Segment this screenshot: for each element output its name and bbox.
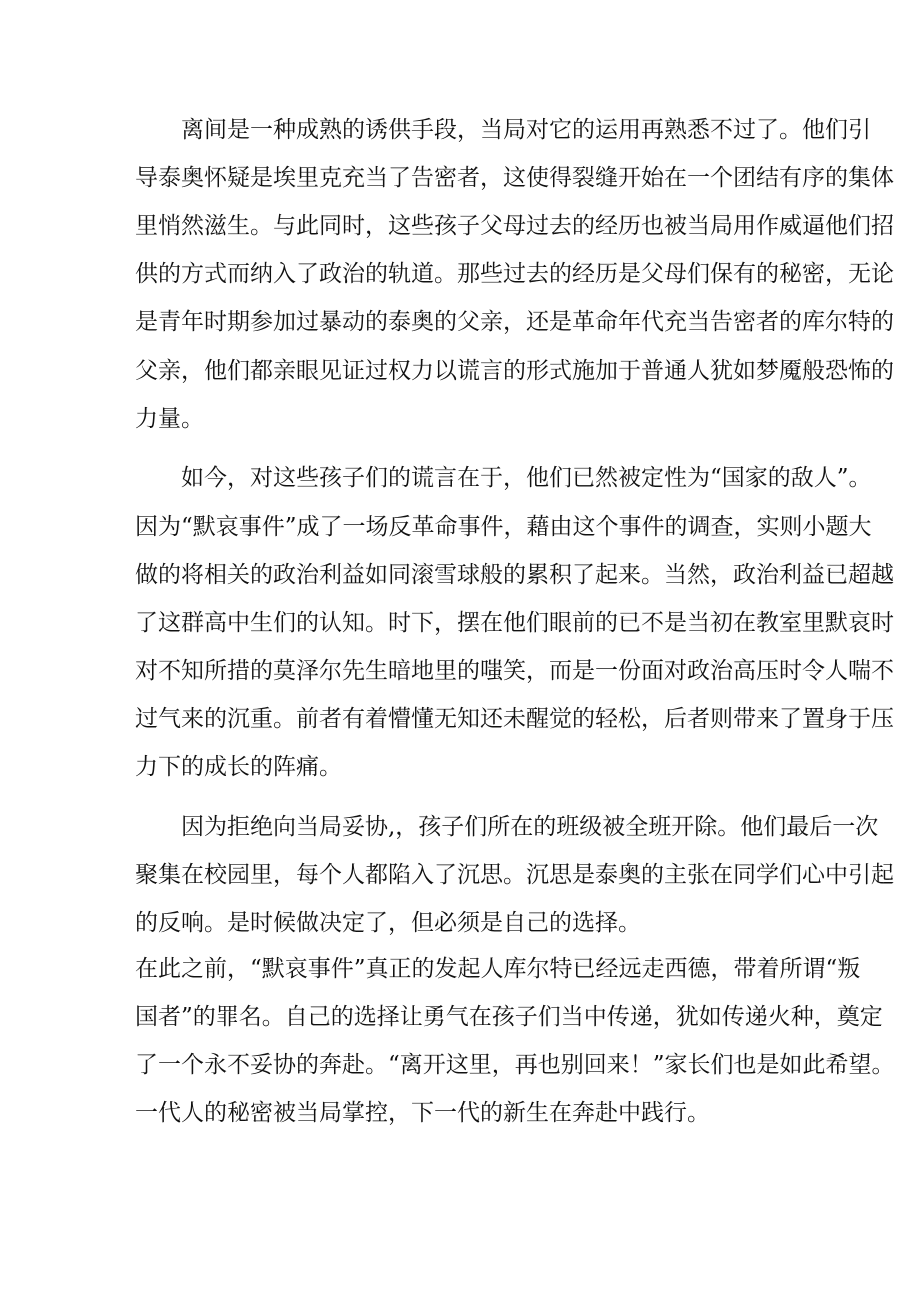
paragraph-4-line-4: 一代人的秘密被当局掌控，下一代的新生在奔赴中践行。 — [135, 1100, 710, 1126]
paragraph-2-line-1: 如今，对这些孩子们的谎言在于，他们已然被定性为“国家的敌人”。 — [181, 465, 872, 491]
paragraph-1-line-2: 导泰奥怀疑是埃里克充当了告密者，这使得裂缝开始在一个团结有序的集体 — [135, 165, 894, 191]
paragraph-3-line-1: 因为拒绝向当局妥协,，孩子们所在的班级被全班开除。他们最后一次 — [181, 814, 879, 840]
paragraph-2-line-3: 做的将相关的政治利益如同滚雪球般的累积了起来。当然，政治利益已超越 — [135, 562, 894, 588]
paragraph-1-line-6: 父亲，他们都亲眼见证过权力以谎言的形式施加于普通人犹如梦魇般恐怖的 — [135, 358, 894, 384]
paragraph-1-line-7: 力量。 — [135, 406, 204, 432]
paragraph-2-line-4: 了这群高中生们的认知。时下，摆在他们眼前的已不是当初在教室里默哀时 — [135, 610, 894, 636]
paragraph-4-line-3: 了一个永不妥协的奔赴。“离开这里，再也别回来！”家长们也是如此希望。 — [135, 1052, 895, 1078]
paragraph-3-line-2: 聚集在校园里，每个人都陷入了沉思。沉思是泰奥的主张在同学们心中引起 — [135, 862, 894, 888]
paragraph-2-line-2: 因为“默哀事件”成了一场反革命事件，藉由这个事件的调查，实则小题大 — [135, 514, 872, 540]
paragraph-1-line-1: 离间是一种成熟的诱供手段，当局对它的运用再熟悉不过了。他们引 — [181, 117, 871, 143]
paragraph-2-line-7: 力下的成长的阵痛。 — [135, 754, 342, 780]
paragraph-1-line-3: 里悄然滋生。与此同时，这些孩子父母过去的经历也被当局用作威逼他们招 — [135, 213, 894, 239]
paragraph-2-line-6: 过气来的沉重。前者有着懵懂无知还未醒觉的轻松，后者则带来了置身于压 — [135, 706, 894, 732]
paragraph-4-line-1: 在此之前，“默哀事件”真正的发起人库尔特已经远走西德，带着所谓“叛 — [135, 956, 861, 982]
paragraph-2-line-5: 对不知所措的莫泽尔先生暗地里的嗤笑，而是一份面对政治高压时令人喘不 — [135, 658, 894, 684]
paragraph-1-line-5: 是青年时期参加过暴动的泰奥的父亲，还是革命年代充当告密者的库尔特的 — [135, 309, 894, 335]
paragraph-4-line-2: 国者”的罪名。自己的选择让勇气在孩子们当中传递，犹如传递火种，奠定 — [135, 1004, 883, 1030]
paragraph-1-line-4: 供的方式而纳入了政治的轨道。那些过去的经历是父母们保有的秘密，无论 — [135, 261, 894, 287]
paragraph-3-line-3: 的反响。是时候做决定了，但必须是自己的选择。 — [135, 910, 641, 936]
